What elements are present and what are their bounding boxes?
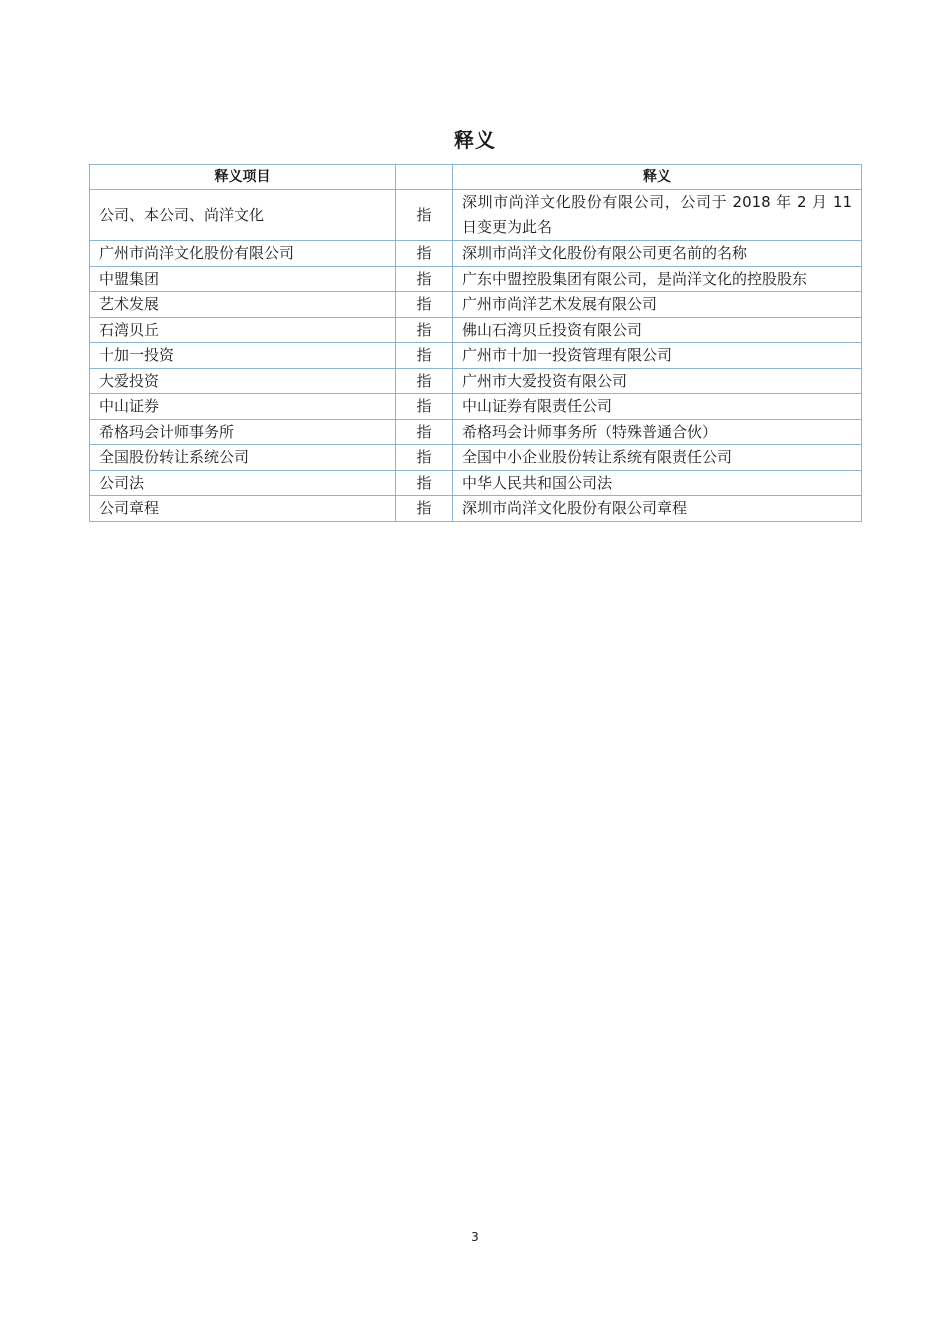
definition-cell: 佛山石湾贝丘投资有限公司 xyxy=(453,317,862,343)
table-row xyxy=(90,266,862,292)
table-row xyxy=(90,496,862,522)
term-cell: 艺术发展 xyxy=(90,292,396,318)
definition-cell: 全国中小企业股份转让系统有限责任公司 xyxy=(453,445,862,471)
definition-cell: 广州市大爱投资有限公司 xyxy=(453,368,862,394)
ref-cell: 指 xyxy=(396,470,453,496)
definition-cell: 广州市尚洋艺术发展有限公司 xyxy=(453,292,862,318)
ref-cell: 指 xyxy=(396,419,453,445)
term-cell: 全国股份转让系统公司 xyxy=(90,445,396,471)
ref-cell: 指 xyxy=(396,292,453,318)
term-cell: 公司章程 xyxy=(90,496,396,522)
ref-cell: 指 xyxy=(396,241,453,267)
definition-cell: 深圳市尚洋文化股份有限公司章程 xyxy=(453,496,862,522)
term-cell: 石湾贝丘 xyxy=(90,317,396,343)
term-cell: 广州市尚洋文化股份有限公司 xyxy=(90,241,396,267)
table-row xyxy=(90,470,862,496)
table-row xyxy=(90,394,862,420)
ref-cell: 指 xyxy=(396,394,453,420)
ref-cell: 指 xyxy=(396,496,453,522)
term-cell: 中盟集团 xyxy=(90,266,396,292)
definition-cell: 希格玛会计师事务所（特殊普通合伙） xyxy=(453,419,862,445)
table-row xyxy=(90,368,862,394)
definitions-table xyxy=(89,164,862,522)
term-cell: 中山证券 xyxy=(90,394,396,420)
definition-cell: 中华人民共和国公司法 xyxy=(453,470,862,496)
ref-cell: 指 xyxy=(396,266,453,292)
table-row xyxy=(90,190,862,241)
definition-cell: 广东中盟控股集团有限公司，是尚洋文化的控股股东 xyxy=(453,266,862,292)
table-row xyxy=(90,241,862,267)
header-definition: 释义 xyxy=(453,165,862,190)
page-number: 3 xyxy=(471,1230,479,1244)
table-row xyxy=(90,317,862,343)
table-row xyxy=(90,445,862,471)
ref-cell: 指 xyxy=(396,368,453,394)
term-cell: 希格玛会计师事务所 xyxy=(90,419,396,445)
ref-cell: 指 xyxy=(396,190,453,241)
table-row xyxy=(90,292,862,318)
ref-cell: 指 xyxy=(396,343,453,369)
header-term: 释义项目 xyxy=(90,165,396,190)
definition-cell: 中山证券有限责任公司 xyxy=(453,394,862,420)
table-row xyxy=(90,343,862,369)
table-row xyxy=(90,419,862,445)
header-ref xyxy=(396,165,453,190)
definition-cell: 广州市十加一投资管理有限公司 xyxy=(453,343,862,369)
table-header-row xyxy=(90,165,862,190)
term-cell: 公司法 xyxy=(90,470,396,496)
definition-cell: 深圳市尚洋文化股份有限公司更名前的名称 xyxy=(453,241,862,267)
term-cell: 十加一投资 xyxy=(90,343,396,369)
page-title: 释义 xyxy=(454,128,496,152)
term-cell: 大爱投资 xyxy=(90,368,396,394)
ref-cell: 指 xyxy=(396,317,453,343)
ref-cell: 指 xyxy=(396,445,453,471)
term-cell: 公司、本公司、尚洋文化 xyxy=(90,190,396,241)
definition-cell: 深圳市尚洋文化股份有限公司，公司于 2018 年 2 月 11 日变更为此名 xyxy=(453,190,862,241)
